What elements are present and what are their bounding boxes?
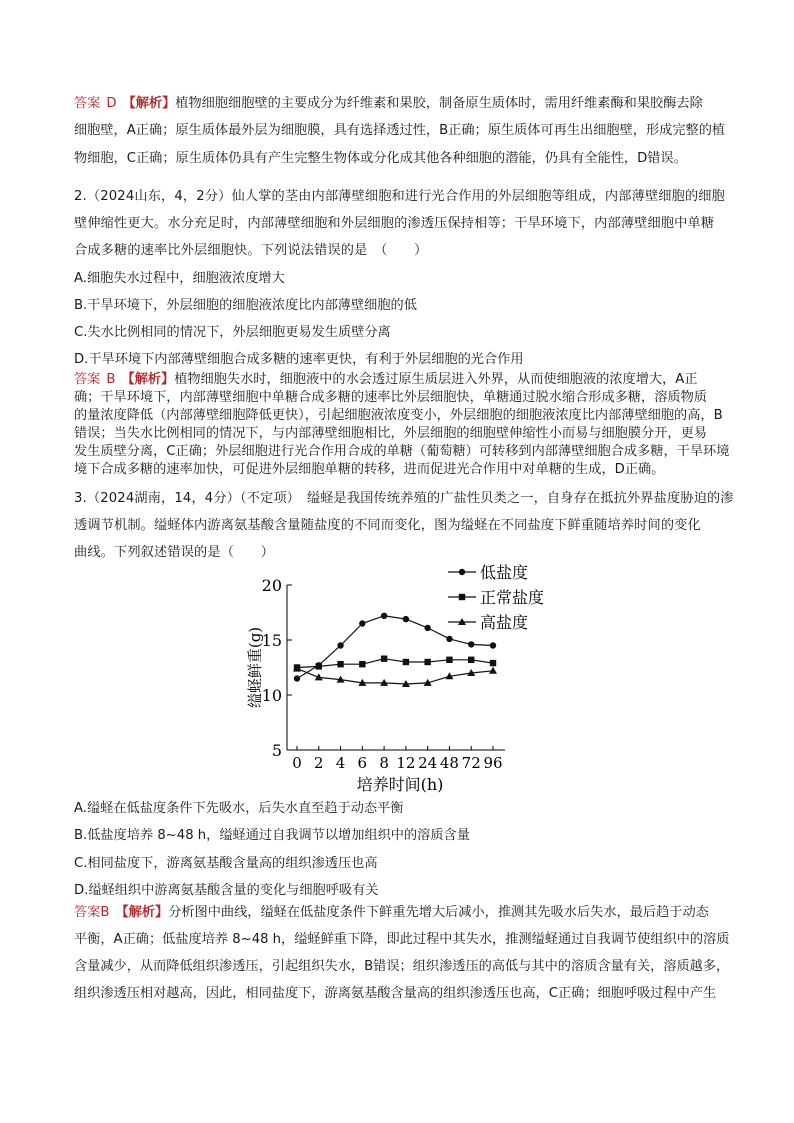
q3-answer-line-2: 平衡，A正确；低盐度培养 8~48 h，缢蛏鲜重下降，即此过程中其失水，推测缢蛏通过自我调节使组织中的溶质 (74, 932, 730, 947)
q1-answer-line-3: 物细胞，C正确；原生质体仍具有产生完整生物体或分化成其他各种细胞的潜能，仍具有全能性，D错误。 (74, 151, 687, 166)
q1-answer-line-1 (74, 95, 703, 113)
x-tick-label: 24 (418, 754, 438, 772)
q3-answer-line-1 (74, 904, 709, 922)
x-axis-label: 培养时间(h) (356, 775, 444, 794)
q3-option-b: B.低盐度培养 8~48 h，缢蛏通过自我调节以增加组织中的溶质含量 (74, 828, 470, 843)
data-point (446, 636, 452, 642)
data-point (381, 613, 387, 619)
answer-text: 植物细胞细胞壁的主要成分为纤维素和果胶，制备原生质体时，需用纤维素酶和果胶酶去除 (175, 96, 703, 111)
answer-choice: B (100, 905, 110, 920)
answer-label: 答案 (74, 96, 101, 111)
answer-choice: B (106, 372, 116, 387)
data-point (468, 657, 474, 663)
series-line-2 (297, 659, 493, 668)
analysis-tag: 【解析】 (122, 96, 176, 111)
q3-option-c: C.相同盐度下，游离氨基酸含量高的组织渗透压也高 (74, 856, 378, 871)
q3-stem-line-3: 曲线。下列叙述错误的是（ ） (74, 545, 275, 560)
salinity-weight-chart (240, 560, 560, 800)
q3-option-a: A.缢蛏在低盐度条件下先吸水，后失水直至趋于动态平衡 (74, 801, 404, 816)
x-tick-label: 48 (439, 754, 459, 772)
data-point (424, 659, 430, 665)
x-tick-label: 72 (461, 754, 481, 772)
q2-answer-line-5: 发生质壁分离，C正确；外层细胞进行光合作用合成的单糖（葡萄糖）可转移到内部薄壁细胞合成多糖，干旱环境 (74, 444, 730, 459)
y-tick-label: 10 (261, 686, 282, 705)
series-line-3 (297, 669, 493, 684)
series-line-1 (297, 616, 493, 679)
q3-answer-line-3: 含量减少，从而降低组织渗透压，引起组织失水，B错误；组织渗透压的高低与其中的溶质含量有关，溶质越多， (74, 959, 730, 974)
x-tick-label: 6 (357, 754, 368, 772)
q2-option-a: A.细胞失水过程中，细胞液浓度增大 (74, 271, 285, 286)
data-point (294, 675, 300, 681)
analysis-tag: 【解析】 (121, 372, 175, 387)
x-tick-label: 4 (335, 754, 346, 772)
q2-answer-line-1 (74, 371, 698, 389)
q2-answer-line-4: 错误；当失水比例相同的情况下，与内部薄壁细胞相比，外层细胞的细胞壁伸缩性小而易与细胞膜分开，更易 (74, 426, 707, 441)
q2-option-b: B.干旱环境下，外层细胞的细胞液浓度比内部薄壁细胞的低 (74, 298, 417, 313)
data-point (381, 656, 387, 662)
y-axis-label: 缢蛏鲜重(g) (246, 626, 264, 709)
q2-stem-line-1: 2.（2024山东，4，2分）仙人掌的茎由内部薄壁细胞和进行光合作用的外层细胞等组成，内部薄壁细胞的细胞 (74, 189, 725, 204)
y-tick-label: 20 (261, 576, 282, 595)
data-point (337, 661, 343, 667)
q2-stem-line-3: 合成多糖的速率比外层细胞快。下列说法错误的是 （ ） (74, 243, 428, 258)
q2-option-c: C.失水比例相同的情况下，外层细胞更易发生质壁分离 (74, 325, 391, 340)
data-point (316, 663, 322, 669)
legend-marker (459, 569, 465, 575)
q3-stem-line-1: 3.（2024湖南，14，4分）（不定项） 缢蛏是我国传统养殖的广盐性贝类之一，自身存在抵抗外界盐度胁迫的渗 (74, 491, 734, 506)
q1-answer-line-2: 细胞壁，A正确；原生质体最外层为细胞膜，具有选择透过性，B正确；原生质体可再生出细胞壁，形成完整的植 (74, 123, 726, 138)
legend-label: 正常盐度 (480, 588, 545, 607)
data-point (359, 661, 365, 667)
q3-answer-line-4: 组织渗透压相对越高，因此，相同盐度下，游离氨基酸含量高的组织渗透压也高，C正确；细胞呼吸过程中产生 (74, 986, 717, 1001)
q2-option-d: D.干旱环境下内部薄壁细胞合成多糖的速率更快，有利于外层细胞的光合作用 (74, 352, 524, 367)
y-tick-label: 5 (271, 741, 282, 760)
legend-label: 低盐度 (480, 563, 529, 582)
data-point (468, 641, 474, 647)
q2-stem-line-2: 壁伸缩性更大。水分充足时，内部薄壁细胞和外层细胞的渗透压保持相等；干旱环境下，内部薄壁细胞中单糖 (74, 216, 715, 231)
data-point (490, 660, 496, 666)
data-point (490, 642, 496, 648)
data-point (359, 620, 365, 626)
x-tick-label: 12 (396, 754, 416, 772)
legend-marker (459, 594, 465, 600)
data-point (403, 616, 409, 622)
q2-answer-line-6: 境下合成多糖的速率加快，可促进外层细胞单糖的转移，进而促进光合作用中对单糖的生成，D正确。 (74, 462, 665, 477)
answer-text: 植物细胞失水时，细胞液中的水会透过原生质层进入外界，从而使细胞液的浓度增大，A正 (174, 372, 698, 387)
data-point (489, 667, 497, 674)
x-tick-label: 0 (292, 754, 302, 772)
answer-choice: D (106, 96, 117, 111)
data-point (446, 657, 452, 663)
data-point (403, 659, 409, 665)
analysis-tag: 【解析】 (115, 905, 169, 920)
answer-label: 答案 (74, 905, 101, 920)
data-point (424, 625, 430, 631)
answer-text: 分析图中曲线，缢蛏在低盐度条件下鲜重先增大后减小，推测其先吸水后失水，最后趋于动态 (168, 905, 709, 920)
q2-answer-line-2: 确；干旱环境下，内部薄壁细胞中单糖合成多糖的速率比外层细胞快，单糖通过脱水缩合形成多糖，溶质物质 (74, 390, 707, 405)
x-tick-label: 8 (379, 754, 389, 772)
data-point (337, 642, 343, 648)
q3-option-d: D.缢蛏组织中游离氨基酸含量的变化与细胞呼吸有关 (74, 883, 379, 898)
answer-label: 答案 (74, 372, 101, 387)
legend-label: 高盐度 (480, 613, 529, 632)
y-tick-label: 15 (261, 631, 282, 650)
x-tick-label: 96 (483, 754, 503, 772)
x-tick-label: 2 (314, 754, 324, 772)
q3-stem-line-2: 透调节机制。缢蛏体内游离氨基酸含量随盐度的不同而变化，图为缢蛏在不同盐度下鲜重随培养时间的变化 (74, 518, 701, 533)
q2-answer-line-3: 的量浓度降低（内部薄壁细胞降低更快），引起细胞液浓度变小，外层细胞的细胞液浓度比内部薄壁细胞的高，B (74, 408, 723, 423)
